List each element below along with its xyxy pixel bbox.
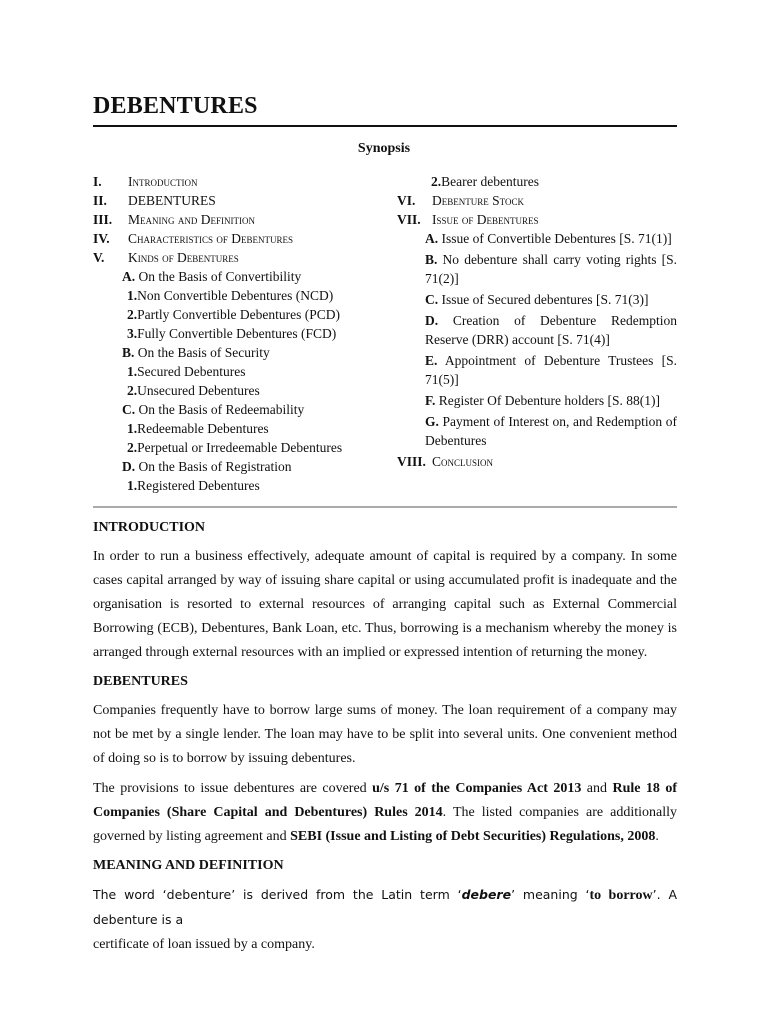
toc-item (397, 452, 677, 471)
toc-num: IV. (93, 231, 110, 246)
toc-subitem: 3.Fully Convertible Debentures (FCD) (127, 326, 337, 341)
toc-subitem: E. Appointment of Debenture Trustees [S. 71(5)] (425, 353, 677, 387)
toc-text: DEBENTURES (128, 193, 216, 208)
page-title: DEBENTURES (93, 93, 258, 119)
toc-num: II. (93, 193, 107, 208)
toc-subitem: 1.Non Convertible Debentures (NCD) (127, 288, 334, 303)
toc-subitem: 1.Redeemable Debentures (127, 421, 269, 436)
toc-subitem: 2.Partly Convertible Debentures (PCD) (127, 307, 340, 322)
toc-subitem: G. Payment of Interest on, and Redemption of Debentures (425, 414, 678, 448)
toc-num: I. (93, 174, 102, 189)
toc-item (397, 191, 677, 210)
toc-num: III. (93, 212, 113, 227)
title-rule (93, 125, 677, 127)
toc-subitem: 2.Unsecured Debentures (127, 383, 260, 398)
synopsis-title: Synopsis (357, 141, 411, 156)
synopsis-right-column (397, 172, 677, 471)
toc-item (93, 248, 373, 267)
toc-subitem: D. Creation of Debenture Redemption Reserve (DRR) account [S. 71(4)] (425, 313, 677, 347)
toc-subitem: D. On the Basis of Registration (122, 459, 292, 474)
toc-subitem: C. On the Basis of Redeemability (122, 402, 305, 417)
introduction-paragraph: In order to run a business effectively, adequate amount of capital is required by a company. In some cases capital arranged by way of issuing share capital or using accumulated profit is inadequate and the organisation is resorted to external resources of arranging capital such as External Commercial Borrowing (ECB), Debentures, Bank Loan, etc. Thus, borrowing is a mechanism whereby the money is arranged through external resources with an implied or expressed intention of returning the money. (93, 549, 677, 660)
toc-subitem: 1.Registered Debentures (127, 478, 260, 493)
toc-num: VII. (397, 212, 421, 227)
toc-text: Issue of Debentures (432, 212, 539, 227)
toc-item (93, 172, 373, 191)
debentures-paragraph-1: Companies frequently have to borrow large sums of money. The loan requirement of a company may not be met by a single lender. The loan may have to be split into several units. One convenient method of doing so is to borrow by issuing debentures. (93, 703, 677, 766)
toc-item (93, 210, 373, 229)
synopsis-left-column (93, 172, 373, 495)
section-heading-meaning: MEANING AND DEFINITION (93, 858, 284, 873)
toc-text: Characteristics of Debentures (128, 231, 294, 246)
toc-subitem: 2.Perpetual or Irredeemable Debentures (127, 440, 343, 455)
document-body (93, 518, 677, 957)
synopsis-rule (93, 506, 677, 508)
toc-subitem: C. Issue of Secured debentures [S. 71(3)] (425, 292, 649, 307)
toc-text: Introduction (128, 174, 198, 189)
toc-num: V. (93, 250, 105, 265)
section-heading-debentures: DEBENTURES (93, 674, 188, 689)
toc-subitem: B. No debenture shall carry voting rights [S. 71(2)] (425, 252, 678, 286)
toc-text: Meaning and Definition (128, 212, 255, 227)
toc-subitem: 1.Secured Debentures (127, 364, 246, 379)
toc-item (93, 229, 373, 248)
toc-item (93, 191, 373, 210)
toc-item (397, 210, 677, 229)
toc-subitem: F. Register Of Debenture holders [S. 88(1)] (425, 393, 660, 408)
toc-text: Kinds of Debentures (128, 250, 239, 265)
meaning-paragraph: The word ‘debenture’ is derived from the Latin term ‘debere’ meaning ‘to borrow’. A debenture is a certificate of loan issued by a company. (93, 887, 677, 952)
debentures-paragraph-2: The provisions to issue debentures are covered u/s 71 of the Companies Act 2013 and Rule 18 of Companies (Share Capital and Debentures) Rules 2014. The listed companies are additionally governed by listing agreement and SEBI (Issue and Listing of Debt Securities) Regulations, 2008. (93, 781, 677, 844)
toc-text: Debenture Stock (432, 193, 524, 208)
toc-text: Conclusion (432, 454, 494, 469)
toc-subitem: 2.Bearer debentures (431, 174, 539, 189)
section-heading-introduction: INTRODUCTION (93, 520, 206, 535)
toc-subitem: B. On the Basis of Security (122, 345, 270, 360)
toc-subitem: A. Issue of Convertible Debentures [S. 71(1)] (425, 231, 672, 246)
toc-subitem: A. On the Basis of Convertibility (122, 269, 302, 284)
toc-num: VI. (397, 193, 416, 208)
toc-num: VIII. (397, 454, 426, 469)
